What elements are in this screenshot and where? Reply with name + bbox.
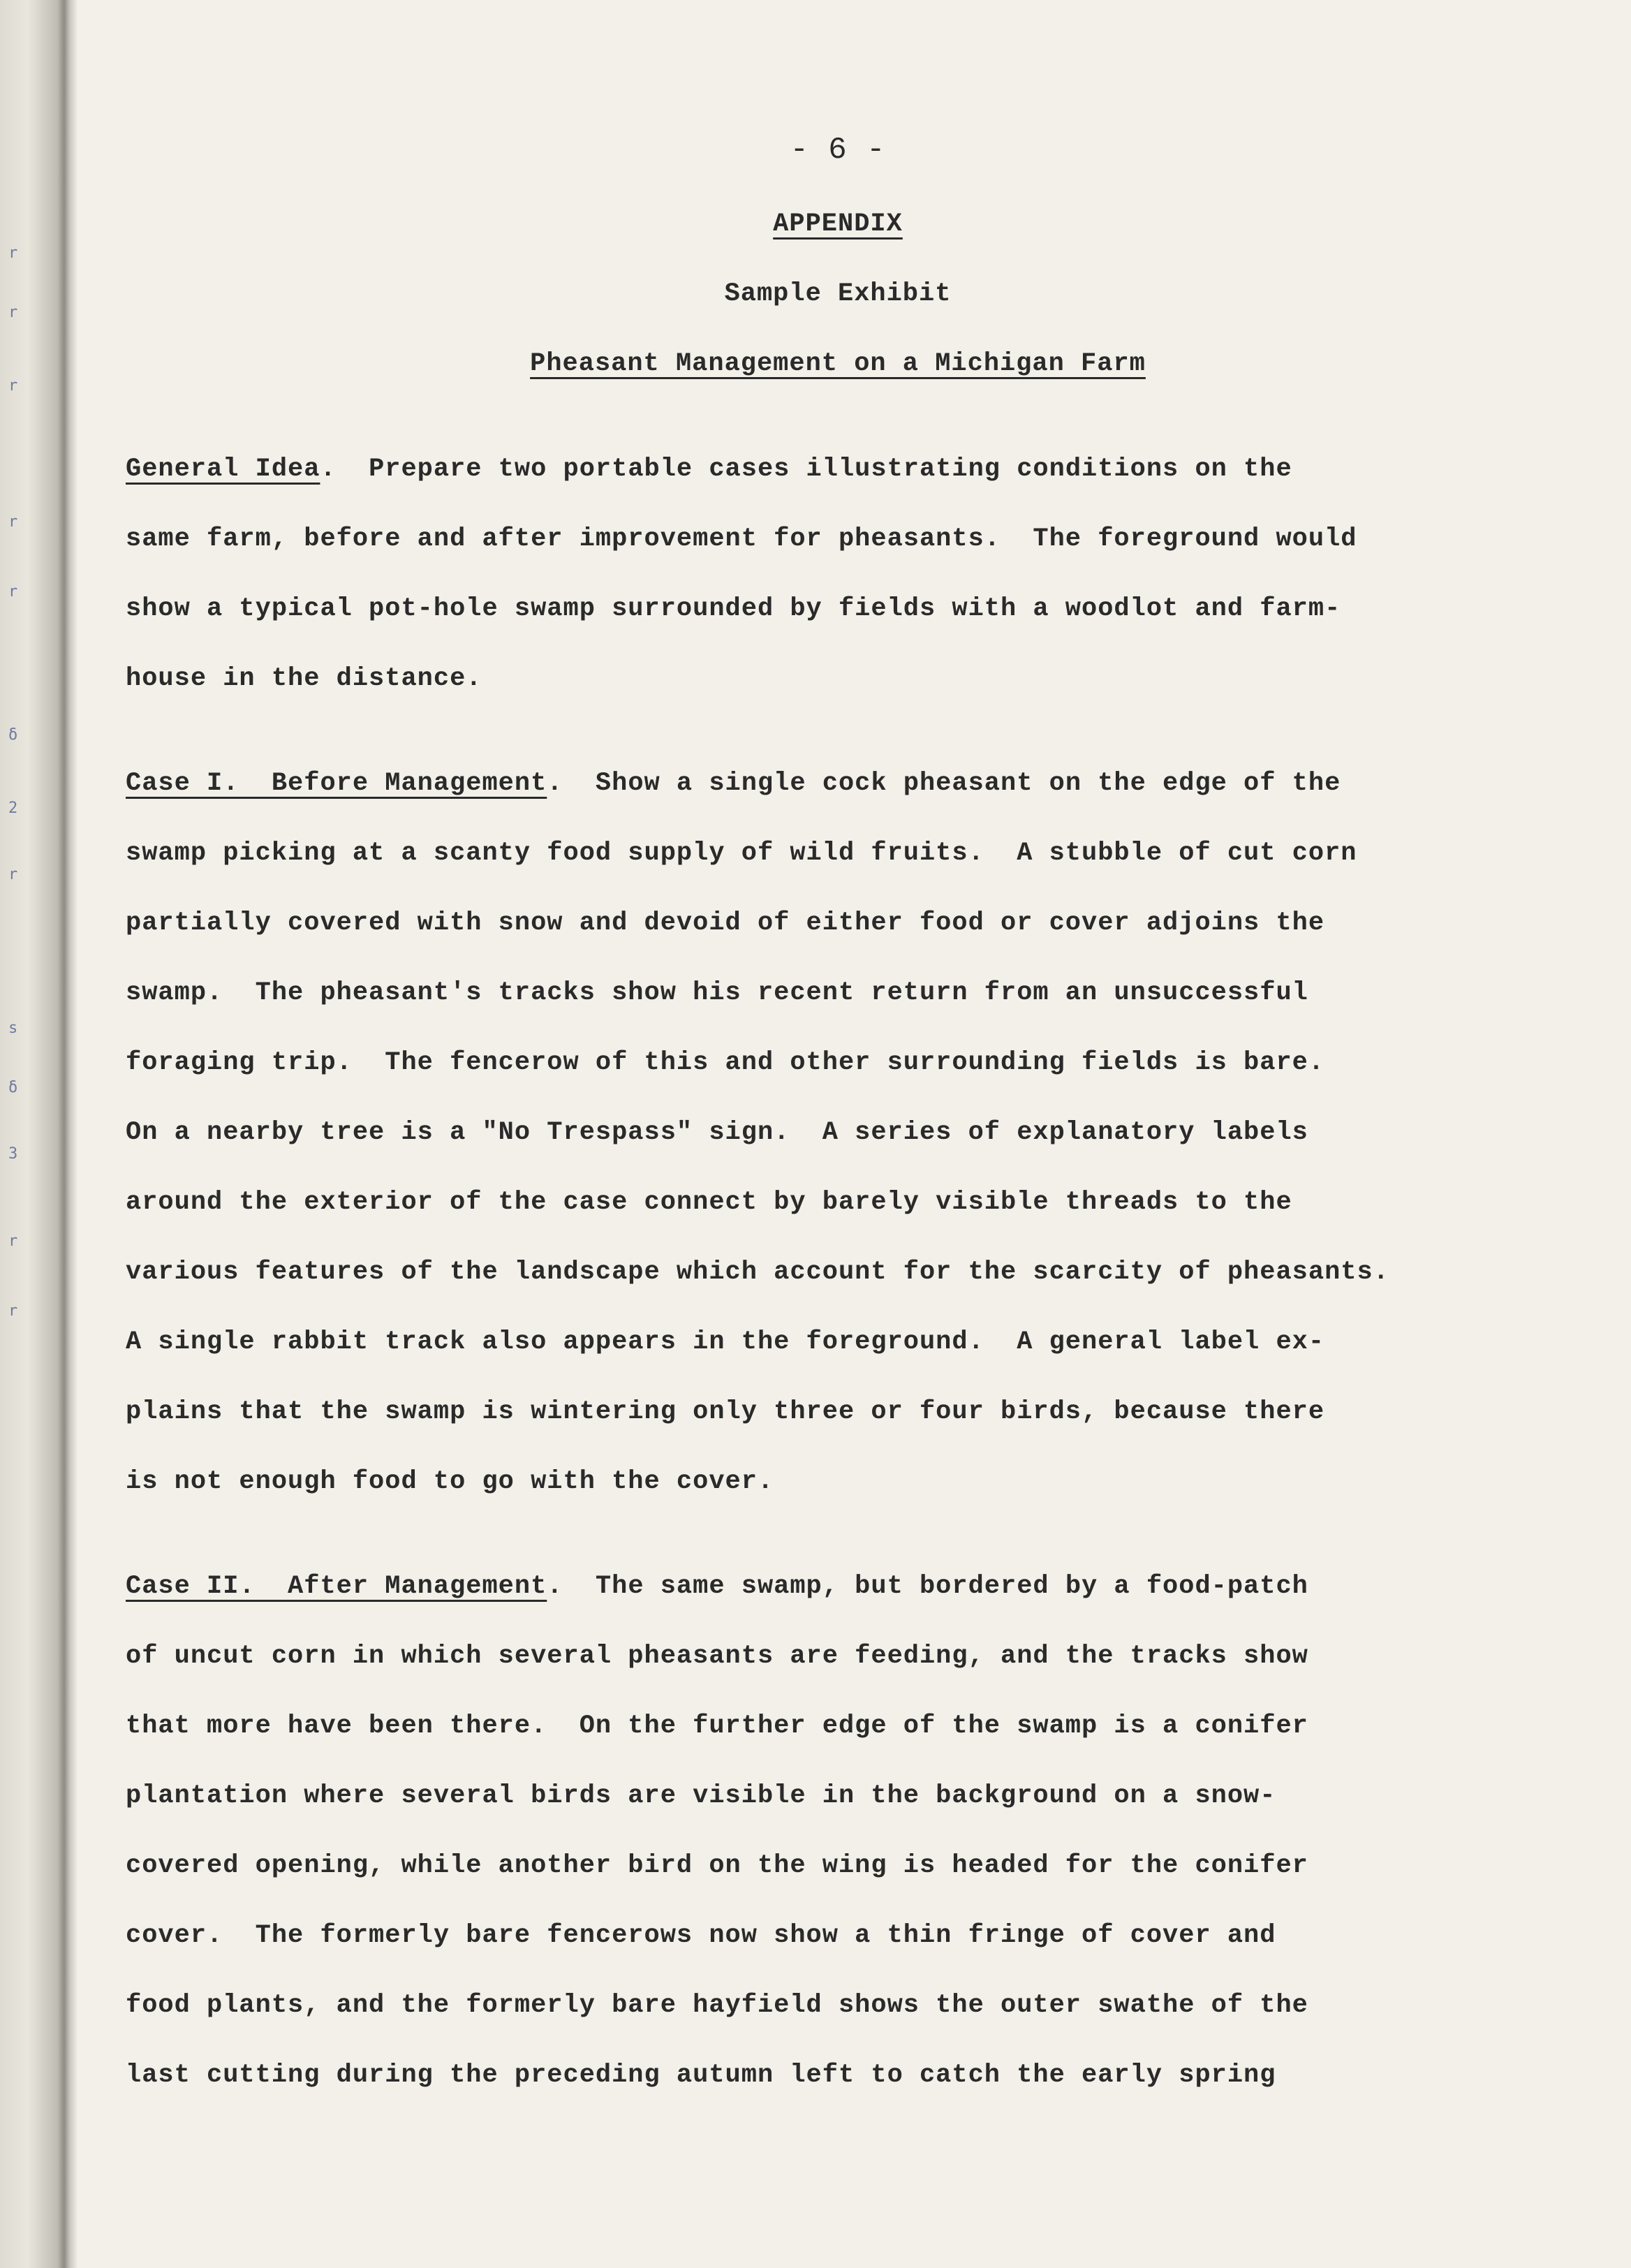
exhibit-subtitle: Sample Exhibit bbox=[724, 279, 952, 309]
paragraph-line: covered opening, while another bird on the wing is headed for the conifer bbox=[126, 1851, 1308, 1880]
paragraph-line-text: . Prepare two portable cases illustrating conditions on the bbox=[320, 455, 1292, 484]
paragraph-line: swamp picking at a scanty food supply of wild fruits. A stubble of cut corn bbox=[126, 839, 1357, 868]
paragraph-line: of uncut corn in which several pheasants are feeding, and the tracks show bbox=[126, 1642, 1308, 1671]
paragraph-line bbox=[126, 768, 1341, 799]
paragraph-line: cover. The formerly bare fencerows now show a thin fringe of cover and bbox=[126, 1921, 1276, 1950]
paragraph-line bbox=[126, 1571, 1308, 1602]
section-label-case-2: Case II. After Management bbox=[126, 1572, 547, 1601]
paragraph-line: On a nearby tree is a "No Trespass" sign. A series of explanatory labels bbox=[126, 1118, 1308, 1147]
paragraph-line: is not enough food to go with the cover. bbox=[126, 1467, 774, 1496]
section-label-case-1: Case I. Before Management bbox=[126, 769, 547, 798]
gutter-mark: δ bbox=[8, 1079, 18, 1096]
gutter-mark: r bbox=[8, 244, 18, 262]
exhibit-title-text: Pheasant Management on a Michigan Farm bbox=[530, 349, 1146, 378]
appendix-heading-text: APPENDIX bbox=[773, 209, 903, 239]
binding-gutter bbox=[0, 0, 77, 2268]
paragraph-line: partially covered with snow and devoid of either food or cover adjoins the bbox=[126, 908, 1325, 938]
gutter-mark: r bbox=[8, 583, 18, 601]
gutter-mark: r bbox=[8, 866, 18, 883]
gutter-mark: r bbox=[8, 1302, 18, 1320]
page-number: - 6 - bbox=[790, 133, 886, 168]
gutter-mark: δ bbox=[8, 726, 18, 744]
gutter-mark: r bbox=[8, 304, 18, 321]
gutter-mark: r bbox=[8, 1232, 18, 1250]
paragraph-line: plantation where several birds are visible in the background on a snow- bbox=[126, 1781, 1276, 1811]
gutter-mark: 3 bbox=[8, 1145, 18, 1163]
paragraph-line: foraging trip. The fencerow of this and other surrounding fields is bare. bbox=[126, 1048, 1325, 1077]
exhibit-title bbox=[307, 349, 1368, 378]
section-label-general-idea: General Idea bbox=[126, 455, 320, 484]
paragraph-line: swamp. The pheasant's tracks show his recent return from an unsuccessful bbox=[126, 978, 1308, 1008]
paragraph-line: various features of the landscape which account for the scarcity of pheasants. bbox=[126, 1258, 1389, 1287]
gutter-mark: r bbox=[8, 377, 18, 395]
paragraph-line-text: . Show a single cock pheasant on the edge of the bbox=[547, 769, 1341, 798]
paragraph-line: same farm, before and after improvement for pheasants. The foreground would bbox=[126, 524, 1357, 554]
gutter-mark: s bbox=[8, 1019, 18, 1037]
paragraph-line: food plants, and the formerly bare hayfield shows the outer swathe of the bbox=[126, 1991, 1308, 2020]
paragraph-line: plains that the swamp is wintering only three or four birds, because there bbox=[126, 1397, 1325, 1427]
gutter-mark: r bbox=[8, 513, 18, 531]
paragraph-line: house in the distance. bbox=[126, 664, 482, 693]
paragraph-line: show a typical pot-hole swamp surrounded by fields with a woodlot and farm- bbox=[126, 594, 1341, 624]
paragraph-line: A single rabbit track also appears in the foreground. A general label ex- bbox=[126, 1327, 1325, 1357]
appendix-heading bbox=[628, 209, 1047, 239]
paragraph-line: that more have been there. On the further edge of the swamp is a conifer bbox=[126, 1711, 1308, 1741]
paragraph-line-text: . The same swamp, but bordered by a food-patch bbox=[547, 1572, 1308, 1601]
gutter-mark: 2 bbox=[8, 800, 18, 817]
paragraph-line bbox=[126, 454, 1292, 485]
paragraph-line: last cutting during the preceding autumn left to catch the early spring bbox=[126, 2061, 1276, 2090]
paragraph-line: around the exterior of the case connect by barely visible threads to the bbox=[126, 1188, 1292, 1217]
